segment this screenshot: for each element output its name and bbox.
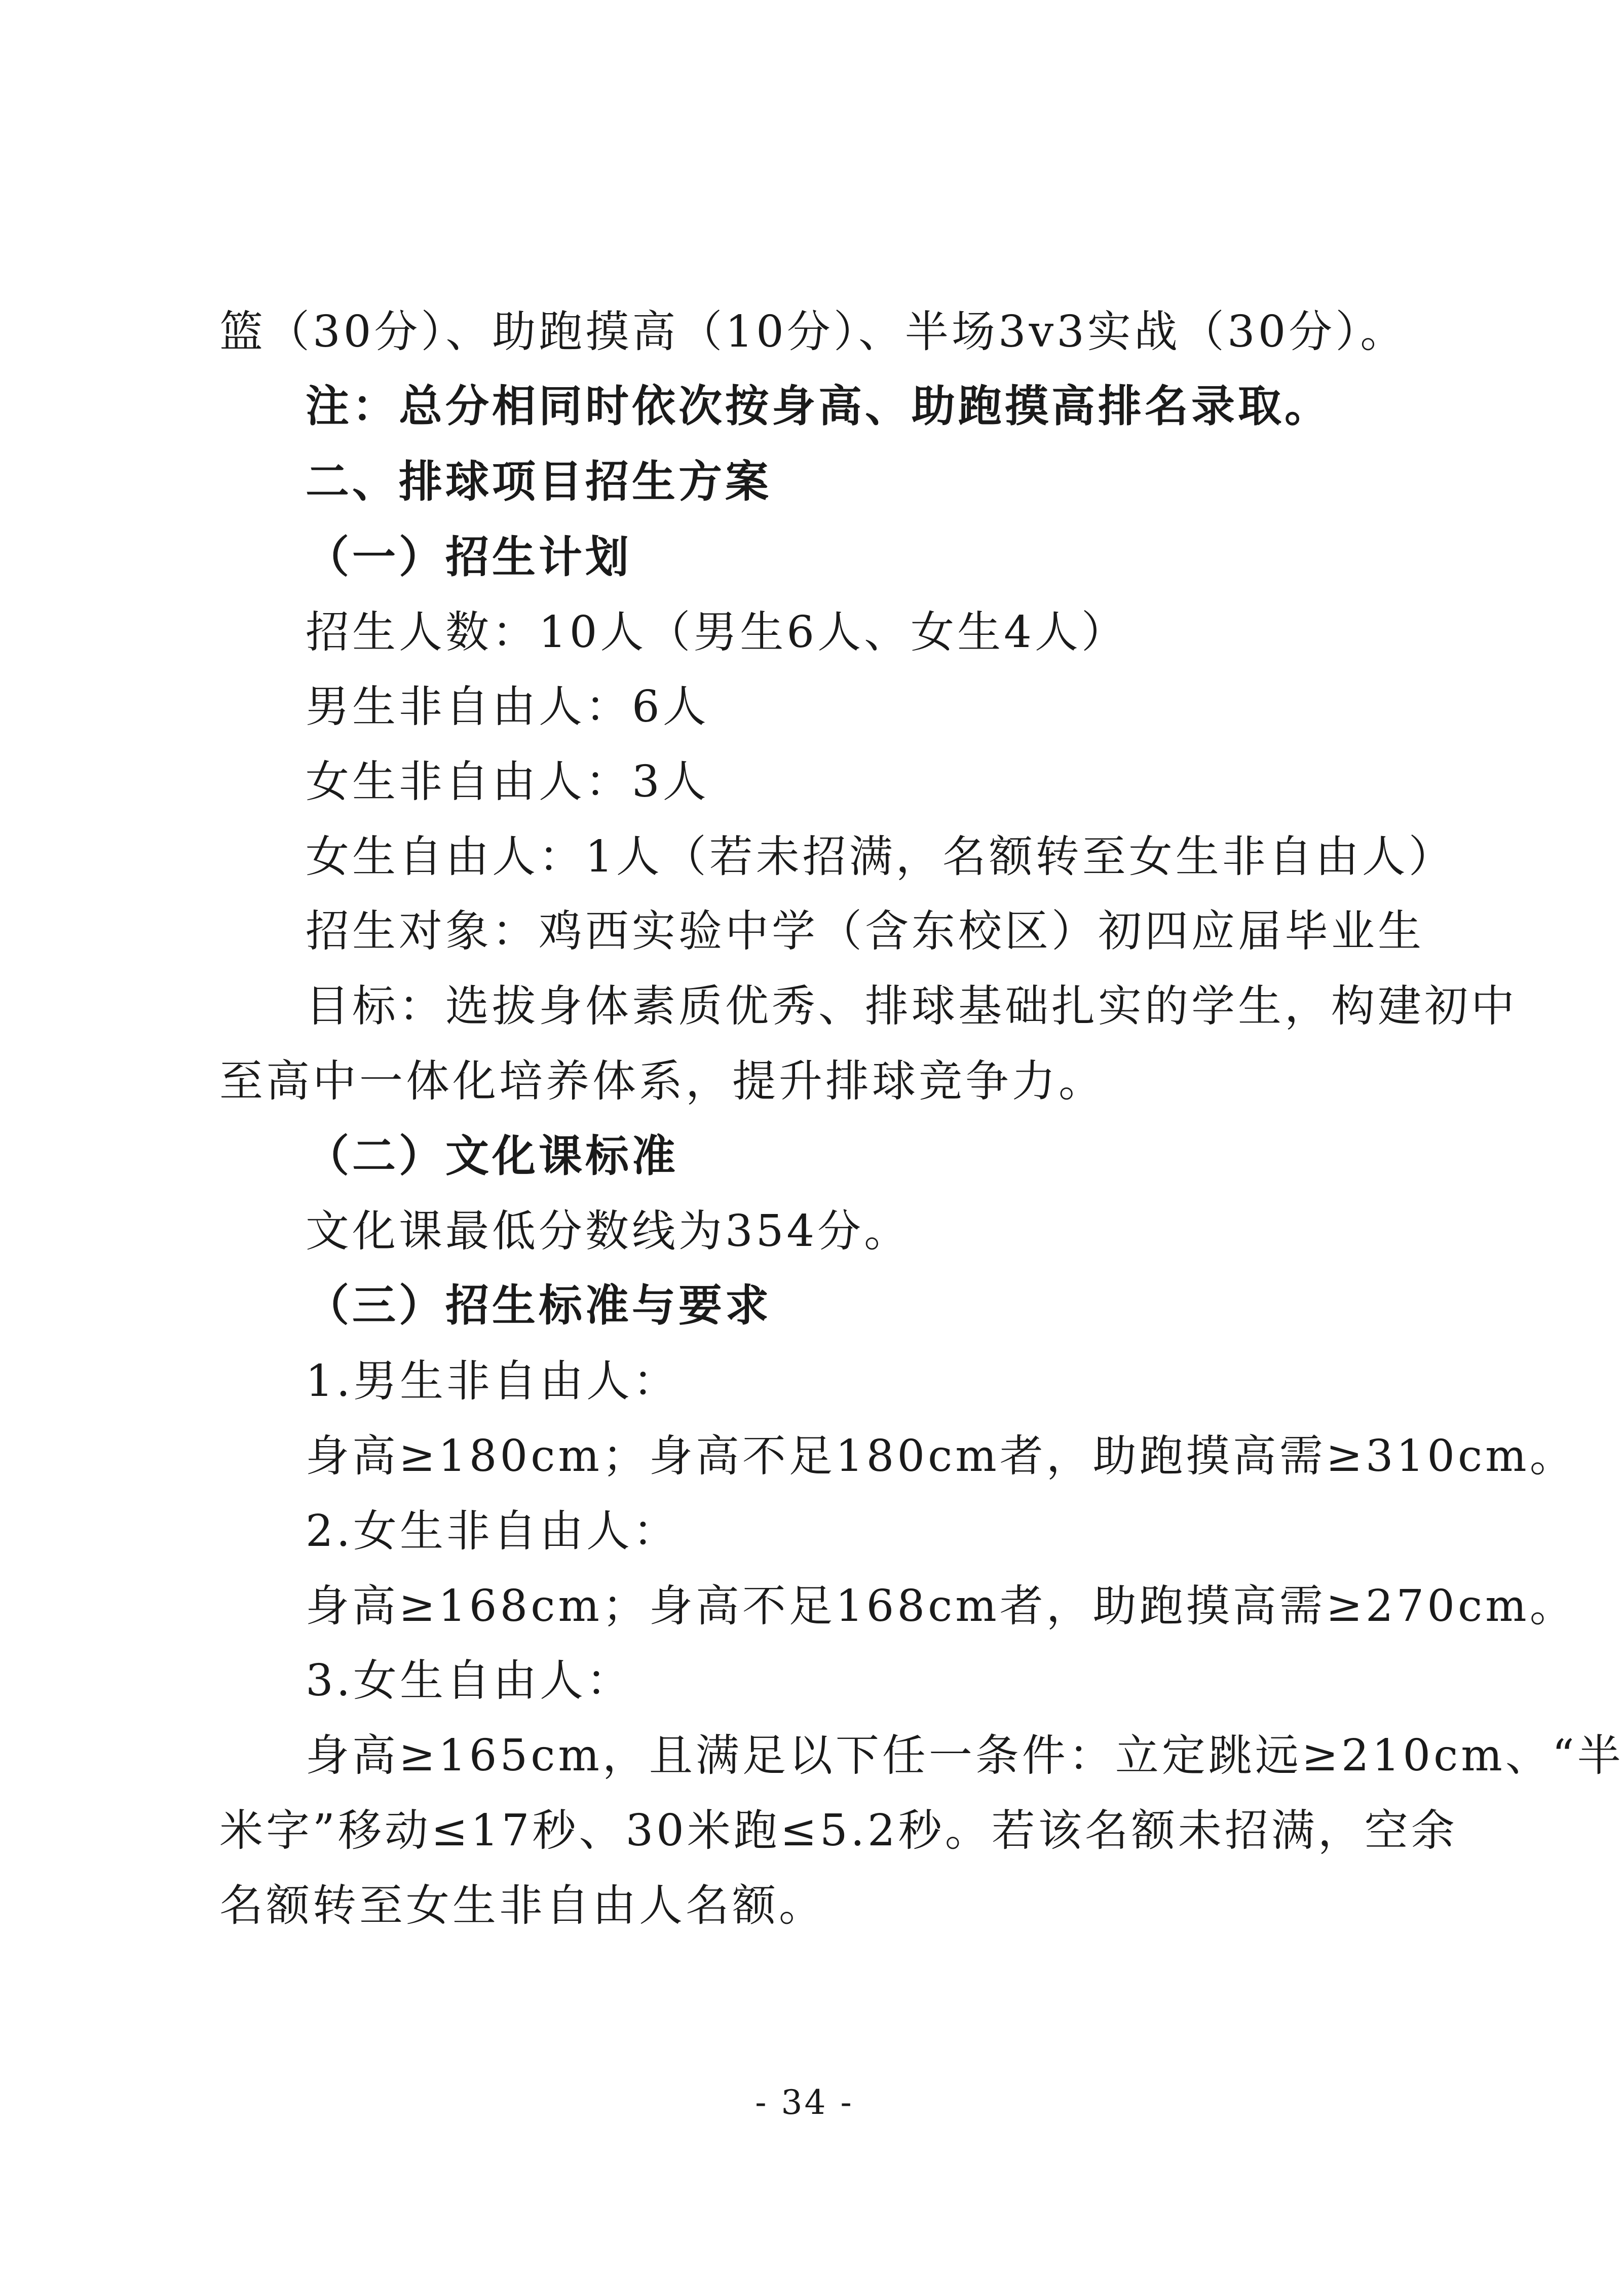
paragraph-line: 3.女生自由人： <box>306 1655 633 1706</box>
paragraph-line: 至高中一体化培养体系，提升排球竞争力。 <box>219 1056 1105 1107</box>
paragraph-line: 2.女生非自由人： <box>306 1506 680 1557</box>
section-heading: 二、排球项目招生方案 <box>306 457 772 507</box>
paragraph-line: 男生非自由人：6人 <box>306 681 709 732</box>
paragraph-line: 身高≥168cm；身高不足168cm者，助跑摸高需≥270cm。 <box>306 1581 1576 1632</box>
subsection-heading: （一）招生计划 <box>306 532 632 583</box>
subsection-heading: （三）招生标准与要求 <box>306 1280 772 1331</box>
paragraph-line: 女生非自由人：3人 <box>306 756 709 807</box>
paragraph-continuation: 篮（30分）、助跑摸高（10分）、半场3v3实战（30分）。 <box>219 307 1407 357</box>
paragraph-line: 身高≥165cm，且满足以下任一条件：立定跳远≥210cm、“半 <box>306 1730 1624 1781</box>
paragraph-line: 目标：选拔身体素质优秀、排球基础扎实的学生，构建初中 <box>306 981 1518 1032</box>
paragraph-line: 文化课最低分数线为354分。 <box>306 1206 911 1257</box>
paragraph-line: 1.男生非自由人： <box>306 1356 680 1407</box>
paragraph-line: 招生对象：鸡西实验中学（含东校区）初四应届毕业生 <box>306 906 1424 957</box>
page-number: - 34 - <box>755 2083 854 2122</box>
paragraph-line: 名额转至女生非自由人名额。 <box>219 1880 825 1931</box>
paragraph-line: 女生自由人：1人（若未招满，名额转至女生非自由人） <box>306 831 1455 882</box>
subsection-heading: （二）文化课标准 <box>306 1130 678 1182</box>
paragraph-line: 身高≥180cm；身高不足180cm者，助跑摸高需≥310cm。 <box>306 1431 1576 1482</box>
paragraph-line: 米字”移动≤17秒、30米跑≤5.2秒。若该名额未招满，空余 <box>219 1805 1458 1856</box>
note-text: 注：总分相同时依次按身高、助跑摸高排名录取。 <box>306 381 1331 432</box>
paragraph-line: 招生人数：10人（男生6人、女生4人） <box>306 607 1128 658</box>
